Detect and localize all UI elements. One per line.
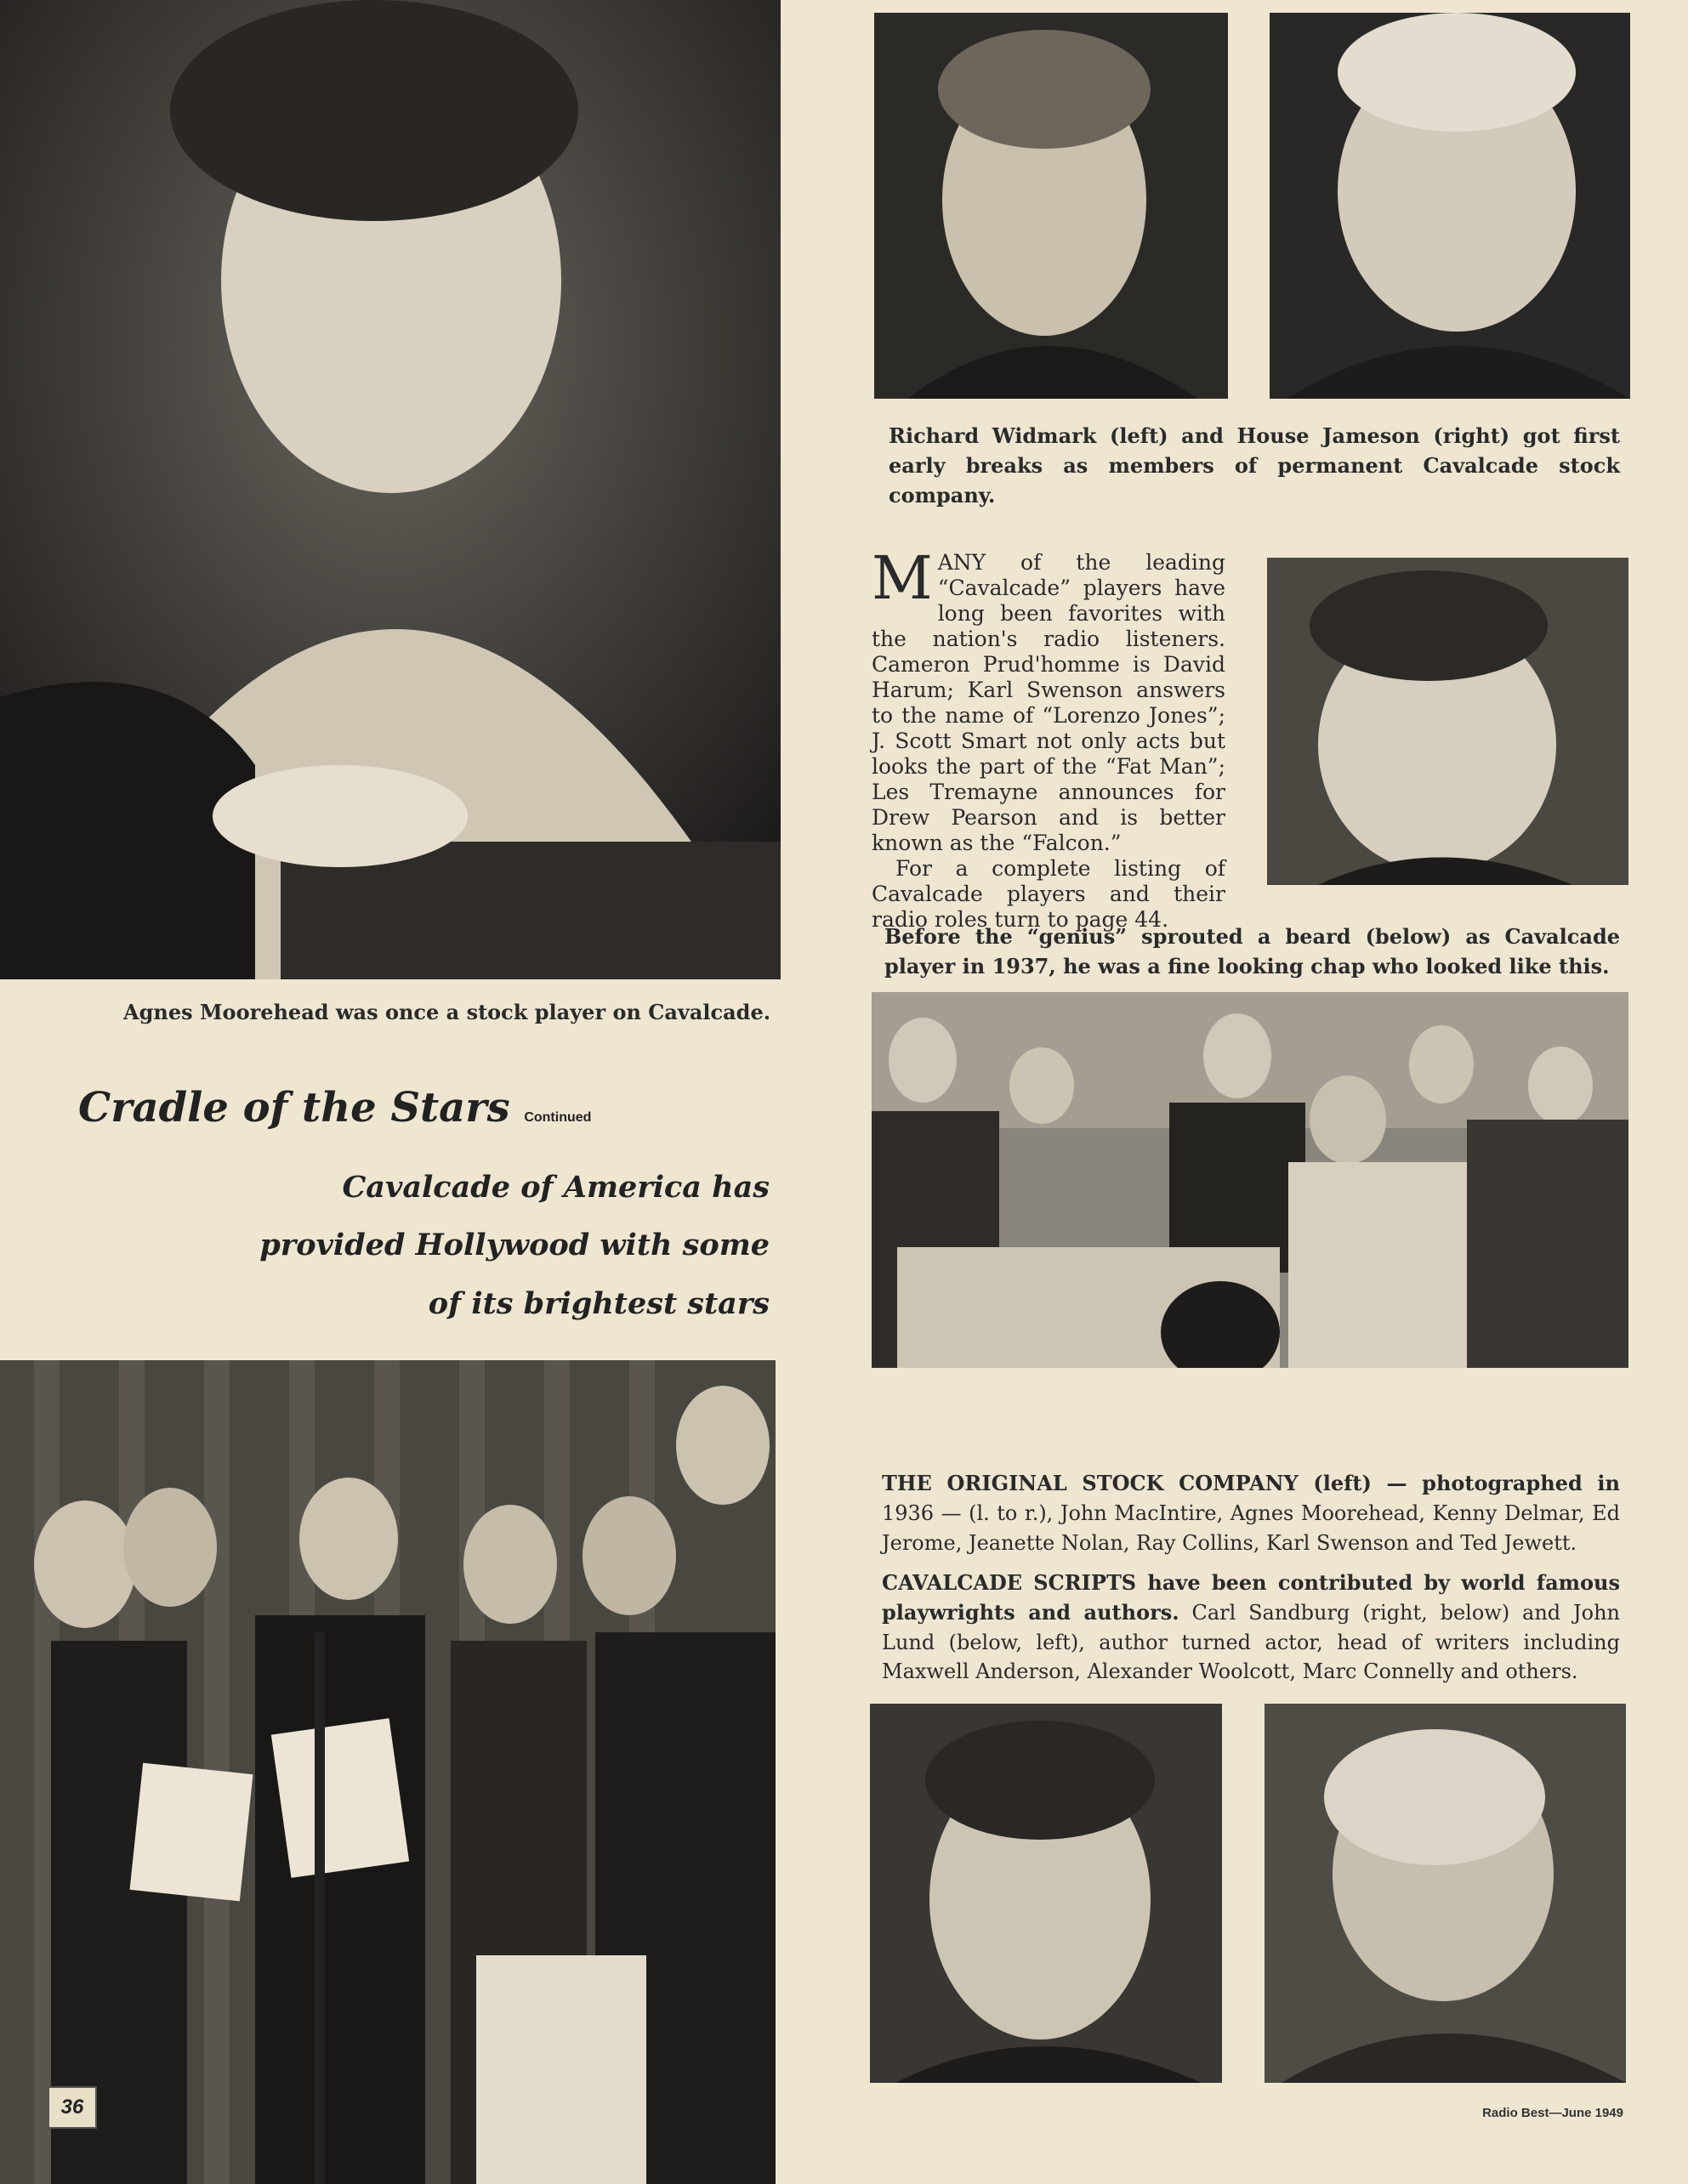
photo-richard-widmark bbox=[874, 13, 1228, 399]
photo-cast-microphone bbox=[0, 1360, 776, 2184]
page-number: 36 bbox=[48, 2086, 97, 2129]
drop-cap: M bbox=[872, 543, 933, 613]
photo-house-jameson bbox=[1270, 13, 1630, 399]
subtitle-line-3: of its brightest stars bbox=[428, 1286, 770, 1321]
photo-genius-portrait bbox=[1267, 558, 1628, 885]
article-title bbox=[78, 1084, 591, 1132]
caption-scripts-rest: Carl Sandburg (right, below) and John Lund (below, left), author turned actor, head of writers including Maxwell Anderson, Alexander Woolcott, Marc Connelly and others. bbox=[882, 1600, 1620, 1684]
caption-stock-company bbox=[882, 1469, 1620, 1557]
caption-genius: Before the “genius” sprouted a beard (below) as Cavalcade player in 1937, he was a fine looking chap who looked like this. bbox=[884, 924, 1620, 979]
caption-scripts-lead: CAVALCADE SCRIPTS have been contributed by world famous playwrights and authors. bbox=[882, 1570, 1620, 1625]
photo-carl-sandburg bbox=[1265, 1704, 1626, 2083]
article-paragraph-1: ANY of the leading “Cavalcade” players have long been favorites with the nation's radio listeners. Cameron Prud'homme is David Harum; Karl Swenson answers to the name of “Lorenzo Jones”; J. Scott Smart not only acts but looks the part of the “Fat Man”; Les Tremayne announces for Drew Pearson and is better known as the “Falcon.” bbox=[872, 550, 1225, 855]
photo-original-stock-company bbox=[872, 992, 1628, 1368]
photo-agnes-moorehead bbox=[0, 0, 781, 979]
caption-moorehead: Agnes Moorehead was once a stock player on Cavalcade. bbox=[123, 1000, 771, 1024]
continued-label: Continued bbox=[524, 1110, 592, 1125]
caption-widmark-jameson: Richard Widmark (left) and House Jameson (right) got first early breaks as members of permanent Cavalcade stock company. bbox=[889, 423, 1620, 508]
article-title-text: Cradle of the Stars bbox=[78, 1084, 510, 1132]
subtitle-line-1: Cavalcade of America has bbox=[342, 1170, 770, 1205]
article-paragraph-2: For a complete listing of Cavalcade players and their radio roles turn to page 44. bbox=[872, 856, 1225, 932]
subtitle-line-2: provided Hollywood with some bbox=[259, 1228, 770, 1262]
caption-stock-company-lead: THE ORIGINAL STOCK COMPANY (left) — photographed in bbox=[882, 1471, 1620, 1495]
caption-scripts bbox=[882, 1569, 1620, 1687]
photo-john-lund bbox=[870, 1704, 1222, 2083]
article-body bbox=[872, 543, 1225, 933]
footer-publication: Radio Best—June 1949 bbox=[1482, 2106, 1623, 2120]
caption-stock-company-rest: 1936 — (l. to r.), John MacIntire, Agnes Moorehead, Kenny Delmar, Ed Jerome, Jeanette Nolan, Ray Collins, Karl Swenson and Ted Jewett. bbox=[882, 1500, 1620, 1555]
